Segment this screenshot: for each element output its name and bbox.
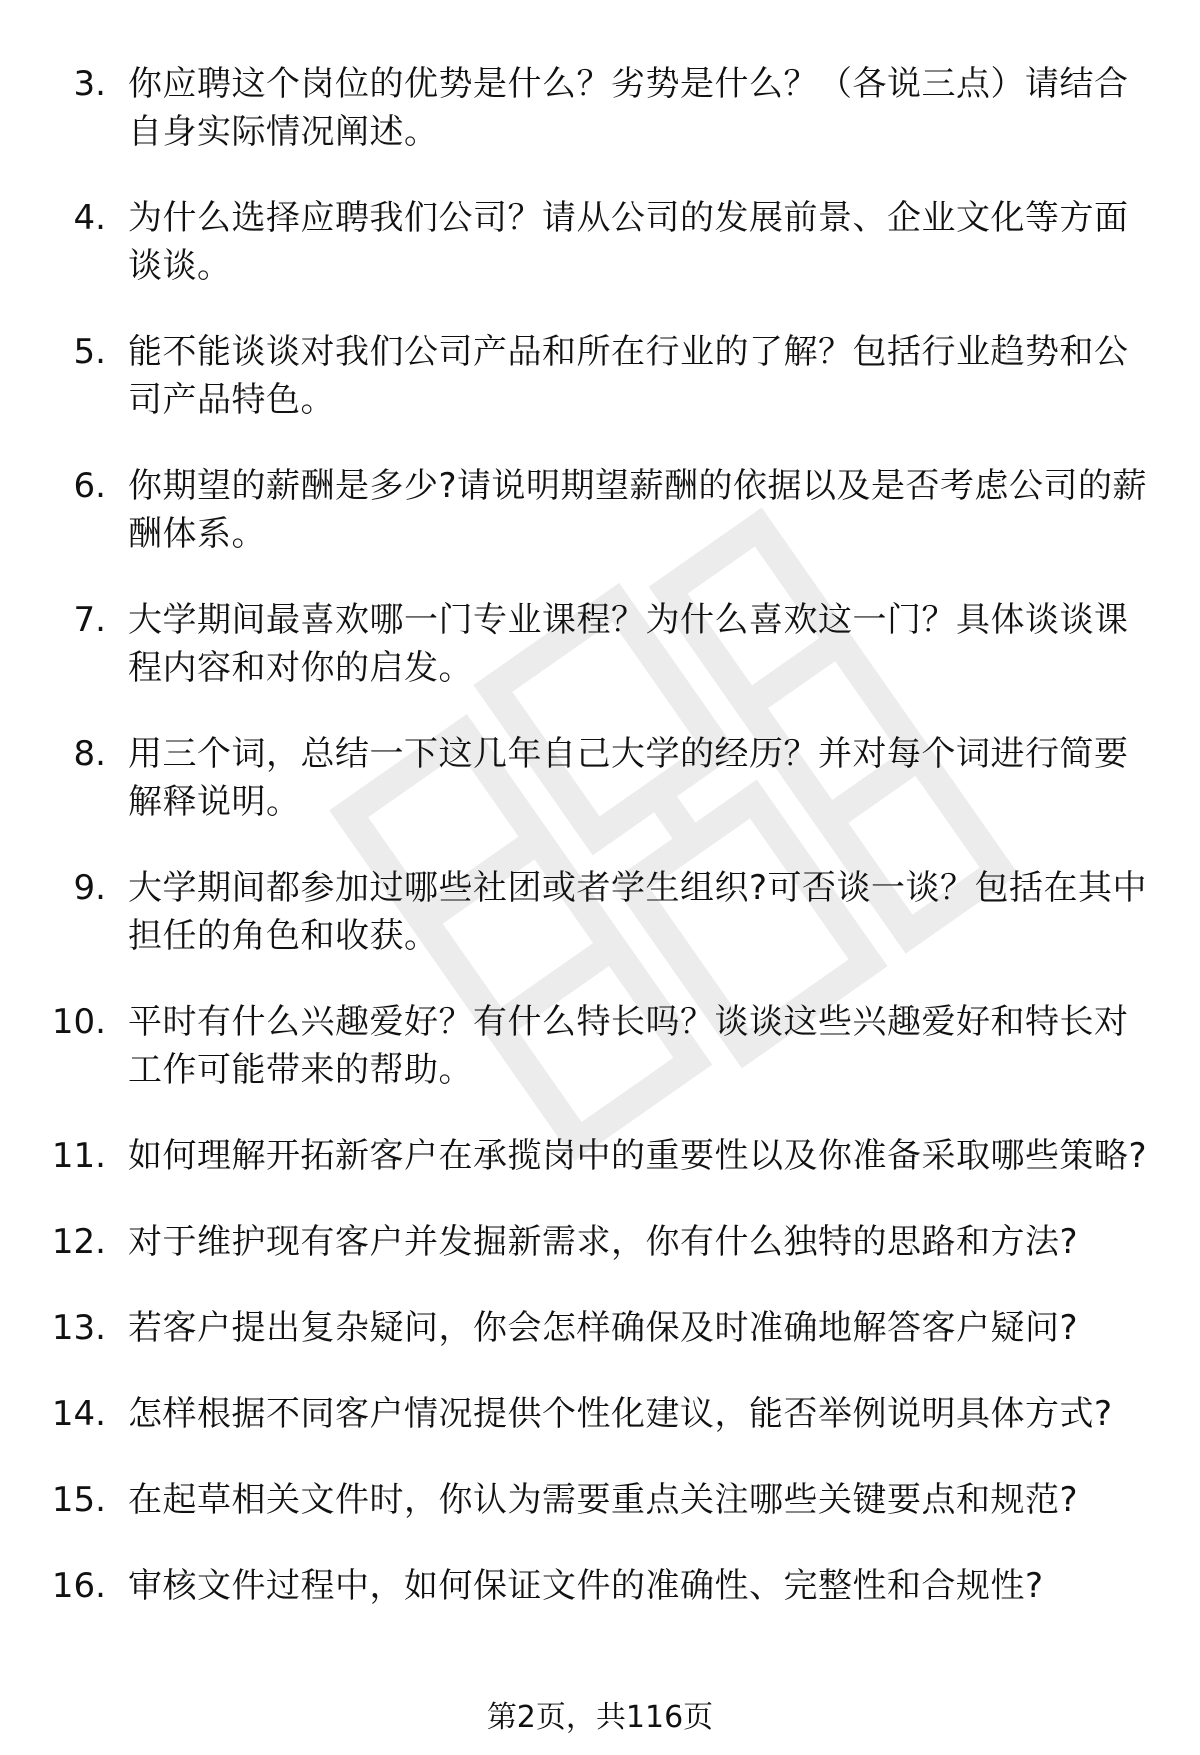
list-item	[0, 1218, 1200, 1266]
question-text: 审核文件过程中，如何保证文件的准确性、完整性和合规性?	[128, 1566, 1044, 1606]
list-item	[0, 328, 1200, 424]
question-text: 怎样根据不同客户情况提供个性化建议，能否举例说明具体方式?	[128, 1394, 1113, 1434]
list-item	[0, 730, 1200, 826]
list-item	[0, 1390, 1200, 1438]
question-number: 8.	[73, 734, 106, 774]
page-footer: 第2页，共116页	[486, 1700, 714, 1735]
question-number: 10.	[51, 1002, 106, 1042]
question-number: 3.	[73, 64, 106, 104]
question-number: 13.	[51, 1308, 106, 1348]
list-item	[0, 194, 1200, 290]
question-text: 能不能谈谈对我们公司产品和所在行业的了解？包括行业趋势和公司产品特色。	[128, 332, 1129, 420]
question-number: 5.	[73, 332, 106, 372]
question-text: 平时有什么兴趣爱好？有什么特长吗？谈谈这些兴趣爱好和特长对工作可能带来的帮助。	[128, 1002, 1129, 1090]
question-number: 4.	[73, 198, 106, 238]
question-number: 6.	[73, 466, 106, 506]
question-number: 11.	[51, 1136, 106, 1176]
question-text: 用三个词，总结一下这几年自己大学的经历？并对每个词进行简要解释说明。	[128, 734, 1129, 822]
list-item	[0, 1304, 1200, 1352]
question-list	[0, 60, 1200, 1648]
question-number: 16.	[51, 1566, 106, 1606]
question-text: 如何理解开拓新客户在承揽岗中的重要性以及你准备采取哪些策略?	[128, 1136, 1148, 1176]
question-text: 若客户提出复杂疑问，你会怎样确保及时准确地解答客户疑问?	[128, 1308, 1079, 1348]
list-item	[0, 462, 1200, 558]
list-item	[0, 596, 1200, 692]
question-number: 12.	[51, 1222, 106, 1262]
question-number: 15.	[51, 1480, 106, 1520]
question-text: 你期望的薪酬是多少?请说明期望薪酬的依据以及是否考虑公司的薪酬体系。	[128, 466, 1148, 554]
question-text: 大学期间最喜欢哪一门专业课程？为什么喜欢这一门？具体谈谈课程内容和对你的启发。	[128, 600, 1129, 688]
question-text: 你应聘这个岗位的优势是什么？劣势是什么？（各说三点）请结合自身实际情况阐述。	[128, 64, 1129, 152]
question-text: 为什么选择应聘我们公司？请从公司的发展前景、企业文化等方面谈谈。	[128, 198, 1129, 286]
list-item	[0, 60, 1200, 156]
list-item	[0, 1562, 1200, 1610]
question-text: 大学期间都参加过哪些社团或者学生组织?可否谈一谈？包括在其中担任的角色和收获。	[128, 868, 1148, 956]
question-number: 7.	[73, 600, 106, 640]
question-number: 14.	[51, 1394, 106, 1434]
list-item	[0, 1132, 1200, 1180]
list-item	[0, 998, 1200, 1094]
question-text: 对于维护现有客户并发掘新需求，你有什么独特的思路和方法?	[128, 1222, 1079, 1262]
list-item	[0, 864, 1200, 960]
question-number: 9.	[73, 868, 106, 908]
question-text: 在起草相关文件时，你认为需要重点关注哪些关键要点和规范?	[128, 1480, 1079, 1520]
list-item	[0, 1476, 1200, 1524]
